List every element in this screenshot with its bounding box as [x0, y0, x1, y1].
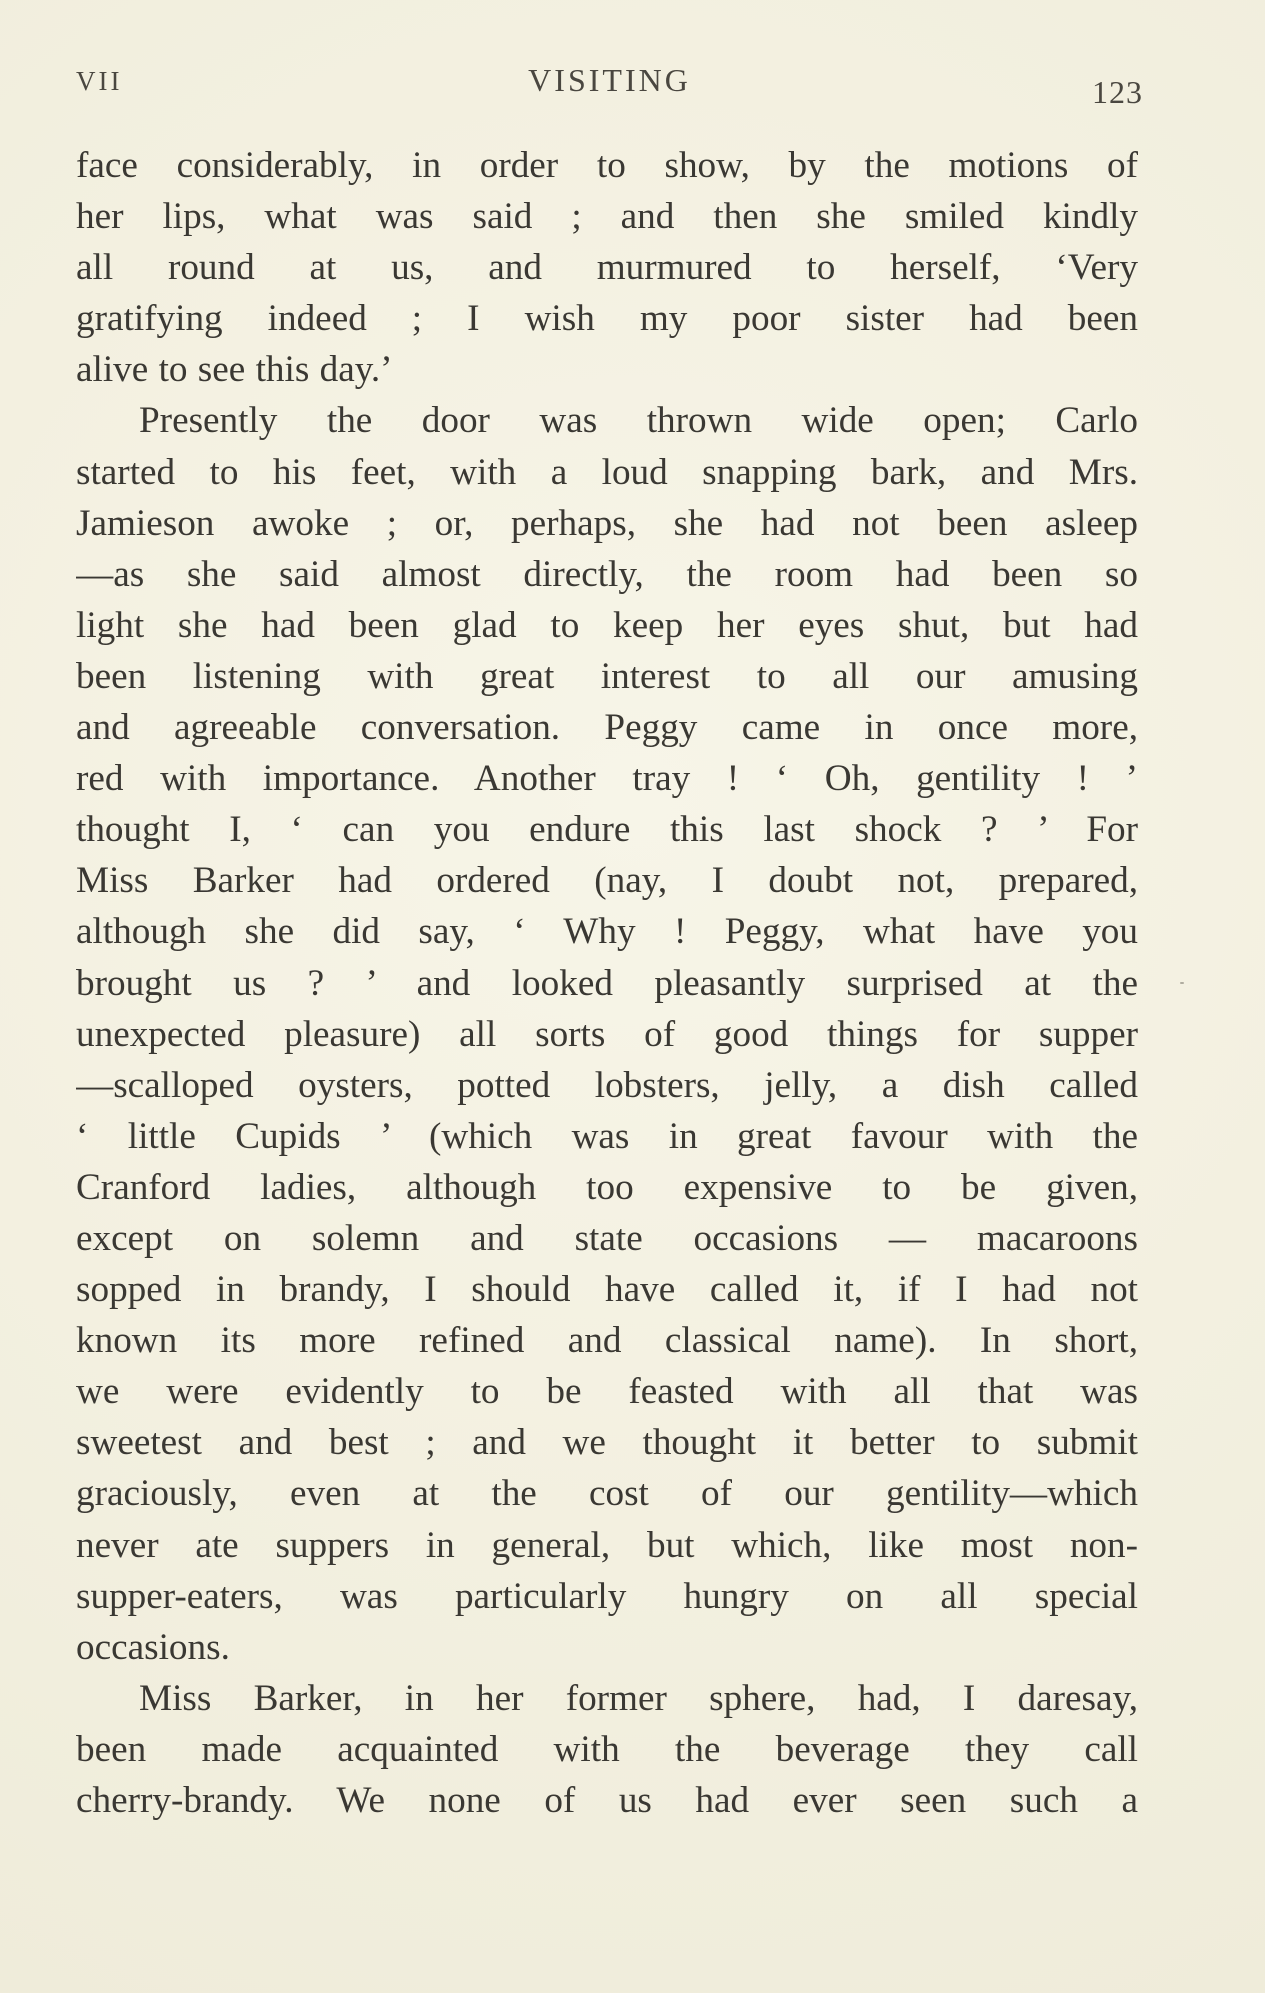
- text-line: never ate suppers in general, but which, like most non-: [76, 1524, 1138, 1566]
- text-line: sopped in brandy, I should have called it, if I had not: [76, 1269, 1138, 1311]
- text-line: —scalloped oysters, potted lobsters, jelly, a dish called: [76, 1064, 1138, 1106]
- text-line: her lips, what was said ; and then she smiled kindly: [76, 196, 1138, 238]
- text-line: we were evidently to be feasted with all that was: [76, 1371, 1138, 1413]
- text-line: known its more refined and classical name). In short,: [76, 1320, 1138, 1362]
- paper-speck: [1180, 982, 1184, 984]
- text-line: been listening with great interest to all our amusing: [76, 655, 1138, 697]
- text-line: Miss Barker, in her former sphere, had, I daresay,: [139, 1677, 1138, 1719]
- text-line: except on solemn and state occasions — macaroons: [76, 1217, 1138, 1259]
- text-line: gratifying indeed ; I wish my poor sister had been: [76, 298, 1138, 340]
- text-line: light she had been glad to keep her eyes shut, but had: [76, 604, 1138, 646]
- text-line: thought I, ‘ can you endure this last shock ? ’ For: [76, 809, 1138, 851]
- text-line: face considerably, in order to show, by the motions of: [76, 145, 1138, 186]
- text-line: occasions.: [76, 1626, 230, 1668]
- text-line: been made acquainted with the beverage they call: [76, 1728, 1138, 1770]
- text-line: sweetest and best ; and we thought it better to submit: [76, 1422, 1138, 1464]
- text-line: supper-eaters, was particularly hungry on all special: [76, 1575, 1138, 1617]
- text-line: all round at us, and murmured to herself, ‘Very: [76, 247, 1138, 289]
- page-number: 123: [1092, 74, 1143, 110]
- text-line: Miss Barker had ordered (nay, I doubt not, prepared,: [76, 860, 1138, 902]
- running-title: VISITING: [528, 62, 691, 98]
- text-line: unexpected pleasure) all sorts of good things for supper: [76, 1013, 1138, 1055]
- text-line: Jamieson awoke ; or, perhaps, she had not been asleep: [76, 502, 1138, 544]
- text-line: started to his feet, with a loud snapping bark, and Mrs.: [76, 451, 1138, 493]
- text-line: alive to see this day.’: [76, 349, 393, 391]
- text-line: Cranford ladies, although too expensive to be given,: [76, 1166, 1138, 1208]
- text-line: ‘ little Cupids ’ (which was in great favour with the: [76, 1115, 1138, 1157]
- text-line: brought us ? ’ and looked pleasantly surprised at the: [76, 962, 1138, 1004]
- running-header: [76, 62, 1143, 112]
- text-line: cherry-brandy. We none of us had ever seen such a: [76, 1780, 1138, 1821]
- body-text: [76, 140, 1138, 1826]
- text-line: Presently the door was thrown wide open; Carlo: [139, 400, 1138, 442]
- text-line: although she did say, ‘ Why ! Peggy, what have you: [76, 911, 1138, 953]
- text-line: graciously, even at the cost of our gentility—which: [76, 1473, 1138, 1515]
- text-line: and agreeable conversation. Peggy came in once more,: [76, 707, 1138, 749]
- chapter-number: VII: [76, 66, 123, 96]
- text-line: red with importance. Another tray ! ‘ Oh, gentility ! ’: [76, 758, 1138, 800]
- text-line: —as she said almost directly, the room had been so: [76, 553, 1138, 595]
